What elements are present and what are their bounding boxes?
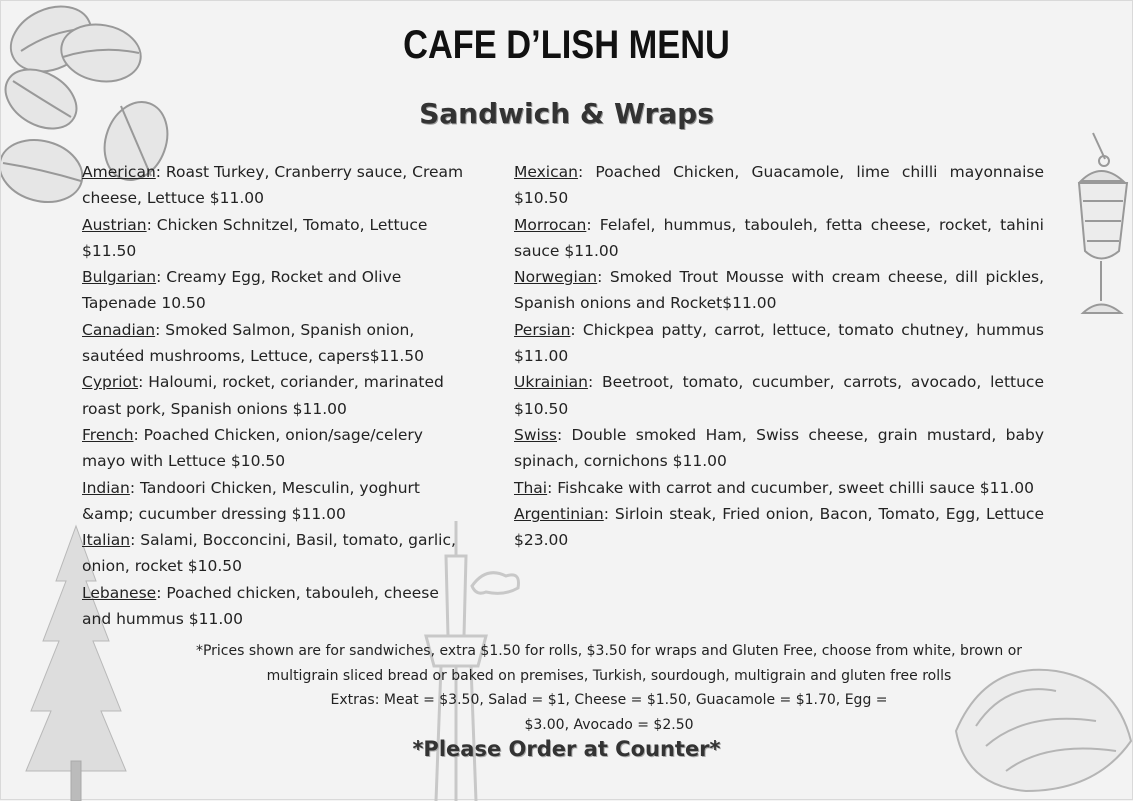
menu-item-name: Austrian: [82, 215, 147, 234]
milkshake-icon: [1071, 131, 1133, 331]
menu-item-name: Cypriot: [82, 373, 139, 392]
section-title: Sandwich & Wraps: [419, 97, 714, 130]
menu-item-name: Thai: [514, 478, 548, 497]
menu-item-desc: : Haloumi, rocket, coriander, marinated roast pork, Spanish onions $11.00: [82, 373, 444, 418]
menu-item-desc: : Tandoori Chicken, Mesculin, yoghurt &amp; cucumber dressing $11.00: [82, 478, 420, 523]
menu-item-name: Canadian: [82, 320, 156, 339]
order-note: *Please Order at Counter*: [412, 737, 721, 761]
menu-item: [82, 159, 467, 212]
menu-item-name: French: [82, 425, 134, 444]
menu-item-desc: : Poached Chicken, Guacamole, lime chilli mayonnaise $10.50: [514, 163, 1044, 208]
footer-notes: [171, 639, 1047, 737]
menu-item-name: Morrocan: [514, 215, 587, 234]
menu-item-desc: : Poached chicken, tabouleh, cheese and hummus $11.00: [82, 583, 439, 629]
extras-note: Extras: Meat = $3.50, Salad = $1, Cheese = $1.50, Guacamole = $1.70, Egg = $3.00, Avocado = $2.50: [330, 692, 888, 733]
menu-item: [514, 264, 1044, 317]
menu-item: [514, 159, 1044, 212]
menu-item-desc: : Chickpea patty, carrot, lettuce, tomato chutney, hummus $11.00: [514, 320, 1044, 366]
menu-item-name: Swiss: [514, 425, 557, 444]
menu-item-desc: : Roast Turkey, Cranberry sauce, Cream cheese, Lettuce $11.00: [82, 163, 464, 208]
menu-item-desc: : Sirloin steak, Fried onion, Bacon, Tomato, Egg, Lettuce $23.00: [514, 504, 1044, 550]
menu-item-name: Bulgarian: [82, 268, 157, 287]
menu-item: [514, 369, 1044, 422]
menu-item: [82, 422, 467, 475]
menu-item-desc: : Double smoked Ham, Swiss cheese, grain mustard, baby spinach, cornichons $11.00: [514, 425, 1044, 471]
menu-item-desc: : Beetroot, tomato, cucumber, carrots, avocado, lettuce $10.50: [514, 373, 1044, 418]
page-title: CAFE D’LISH MENU: [403, 23, 730, 67]
menu-item-desc: : Fishcake with carrot and cucumber, sweet chilli sauce $11.00: [547, 478, 1035, 497]
menu-item-name: Argentinian: [514, 504, 604, 523]
menu-column-right: [514, 159, 1044, 553]
menu-item: [82, 264, 467, 317]
menu-item-desc: : Poached Chicken, onion/sage/celery mayo with Lettuce $10.50: [82, 425, 423, 471]
menu-item-desc: : Felafel, hummus, tabouleh, fetta cheese, rocket, tahini sauce $11.00: [514, 215, 1044, 260]
menu-item-desc: : Smoked Trout Mousse with cream cheese, dill pickles, Spanish onions and Rocket$11.00: [514, 268, 1044, 313]
menu-item: [82, 475, 467, 528]
menu-item: [82, 580, 467, 633]
menu-item: [514, 475, 1044, 501]
menu-item: [514, 501, 1044, 554]
menu-item: [82, 317, 467, 370]
menu-item: [82, 527, 467, 580]
menu-item: [82, 369, 467, 422]
menu-item-name: Italian: [82, 531, 131, 550]
menu-item-name: Mexican: [514, 163, 578, 181]
menu-item: [514, 317, 1044, 370]
menu-item-desc: : Salami, Bocconcini, Basil, tomato, garlic, onion, rocket $10.50: [82, 531, 456, 576]
prices-note: *Prices shown are for sandwiches, extra $1.50 for rolls, $3.50 for wraps and Gluten Free, choose from white, brown or multigrain sliced bread or baked on premises, Turkish, sourdough, multigrain and gluten free rolls: [195, 643, 1023, 684]
menu-item: [514, 422, 1044, 475]
menu-column-left: [82, 159, 467, 632]
menu-item-desc: : Smoked Salmon, Spanish onion, sautéed mushrooms, Lettuce, capers$11.50: [82, 320, 425, 366]
menu-item: [82, 212, 467, 265]
menu-item-name: Persian: [514, 320, 571, 339]
menu-item-name: Indian: [82, 478, 130, 497]
menu-item-desc: : Creamy Egg, Rocket and Olive Tapenade 10.50: [82, 268, 402, 313]
menu-item-name: Lebanese: [82, 583, 157, 602]
menu-item-name: American: [82, 163, 156, 181]
menu-item-name: Norwegian: [514, 268, 598, 287]
menu-item-name: Ukrainian: [514, 373, 588, 392]
menu-item-desc: : Chicken Schnitzel, Tomato, Lettuce $11.50: [82, 215, 428, 260]
menu-item: [514, 212, 1044, 265]
